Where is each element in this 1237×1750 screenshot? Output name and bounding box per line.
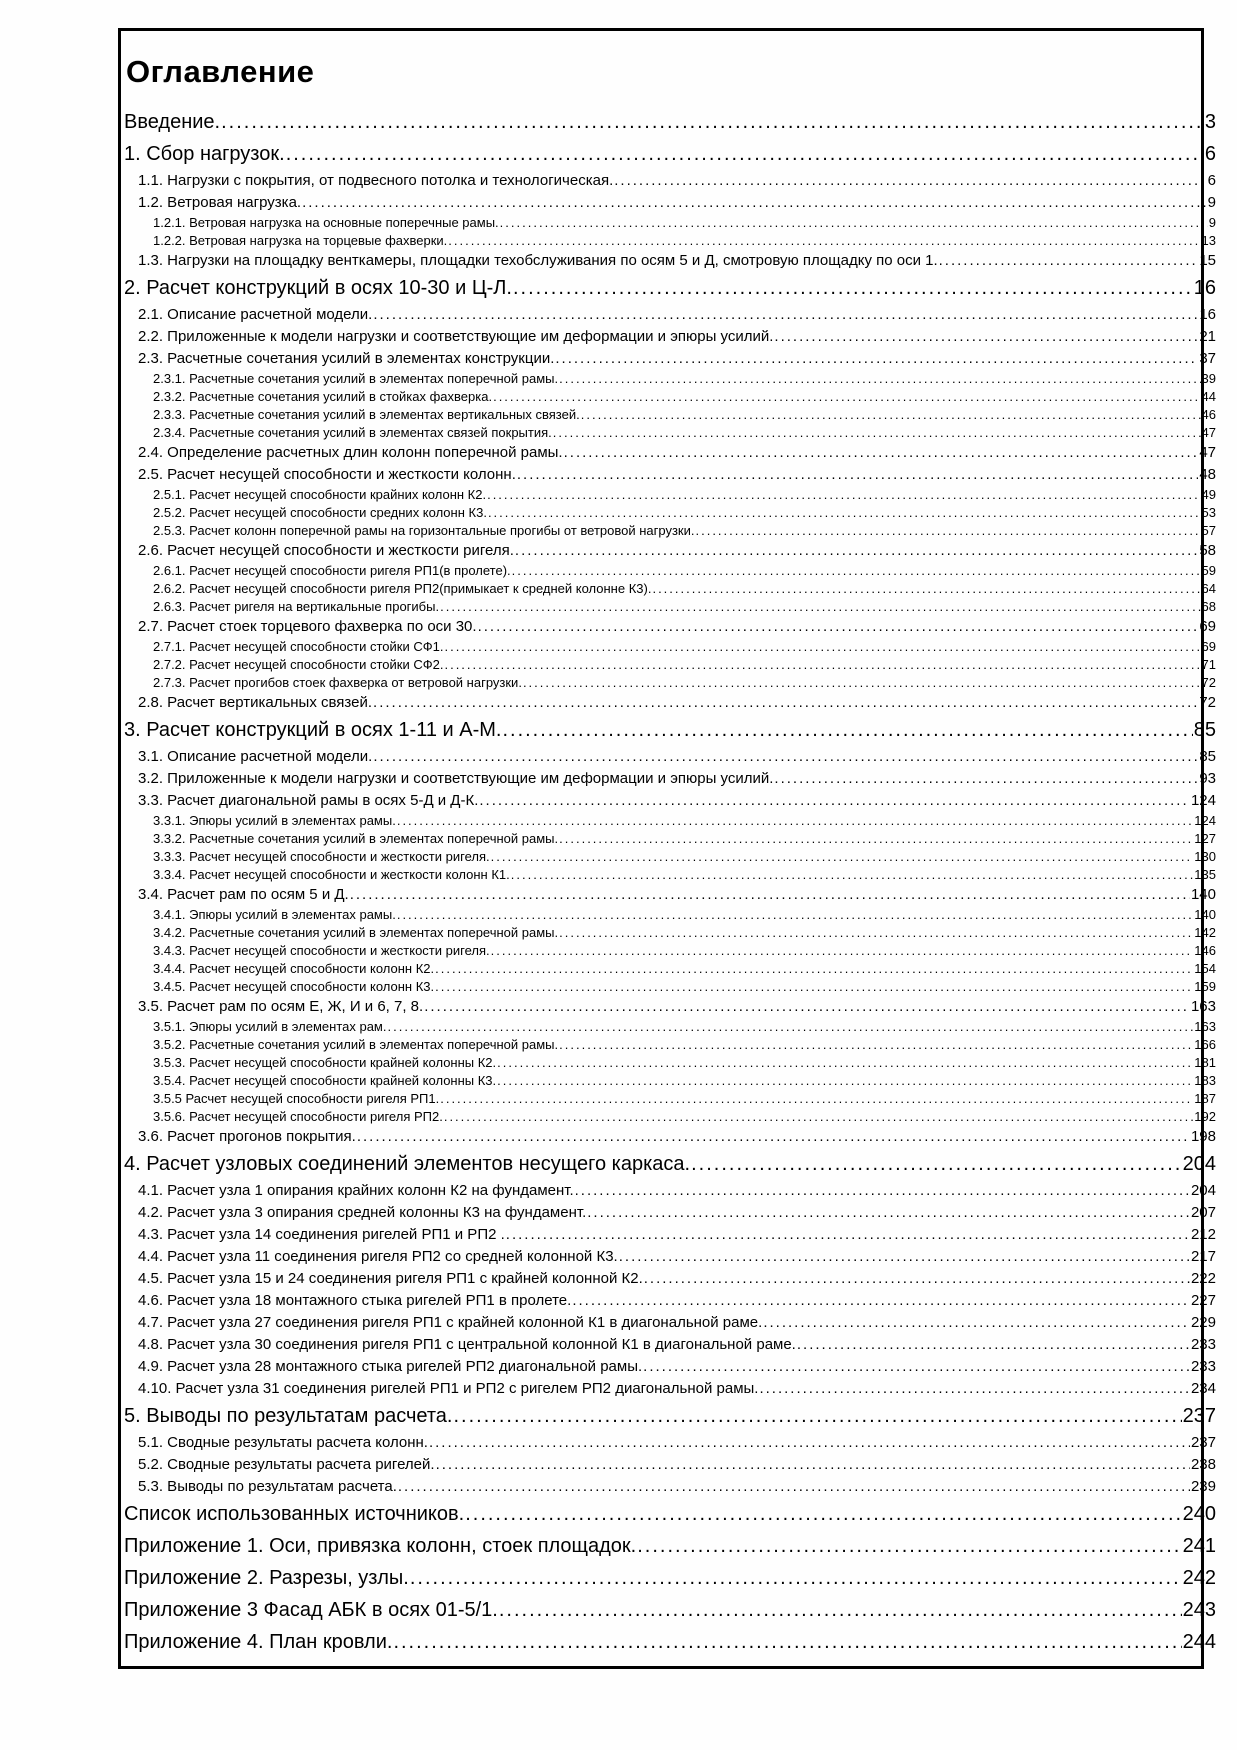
toc-dot-leader	[302, 192, 1207, 214]
toc-entry[interactable]	[124, 1290, 1216, 1312]
toc-dot-leader	[435, 960, 1193, 978]
toc-dot-leader	[797, 1334, 1190, 1356]
toc-entry[interactable]	[124, 1268, 1216, 1290]
toc-entry[interactable]	[124, 388, 1216, 406]
toc-page-number: 207	[1190, 1203, 1216, 1221]
toc-page-number: 233	[1190, 1335, 1216, 1353]
toc-entry-label: 3.2. Приложенные к модели нагрузки и соответствующие им деформации и эпюры усилий.	[138, 769, 774, 787]
toc-entry-label: 2.8. Расчет вертикальных связей.	[138, 693, 373, 711]
toc-entry-label: 1.2.2. Ветровая нагрузка на торцевые фахверки.	[153, 232, 448, 248]
toc-dot-leader	[774, 768, 1198, 790]
toc-page-number: 187	[1194, 1090, 1216, 1106]
toc-page-number: 64	[1201, 580, 1216, 596]
toc-dot-leader	[373, 746, 1198, 768]
toc-dot-leader	[444, 656, 1200, 674]
toc-dot-leader	[479, 790, 1190, 812]
toc-entry[interactable]	[124, 1562, 1216, 1594]
toc-entry[interactable]	[124, 1378, 1216, 1400]
toc-entry[interactable]	[124, 848, 1216, 866]
toc-dot-leader	[397, 812, 1193, 830]
toc-entry-label: 4.4. Расчет узла 11 соединения ригеля РП2 со средней колонной К3.	[138, 1247, 618, 1265]
toc-dot-leader	[465, 1498, 1181, 1530]
toc-page-number: 154	[1194, 960, 1216, 976]
toc-page-number: 21	[1199, 327, 1216, 345]
toc-entry[interactable]	[124, 232, 1216, 250]
toc-page-number: 227	[1190, 1291, 1216, 1309]
toc-page-number: 243	[1182, 1598, 1216, 1621]
toc-page-number: 69	[1199, 617, 1216, 635]
toc-page-number: 71	[1201, 656, 1216, 672]
toc-page-number: 68	[1201, 598, 1216, 614]
toc-page-number: 59	[1201, 562, 1216, 578]
toc-entry-label: 2.5. Расчет несущей способности и жесткости колонн.	[138, 465, 516, 483]
toc-dot-leader	[763, 1312, 1190, 1334]
toc-entry-label: 1.3. Нагрузки на площадку венткамеры, площадки техобслуживания по осям 5 и Д, смотровую площадку по оси 1.	[138, 251, 938, 269]
toc-entry-label: 3.5. Расчет рам по осям Е, Ж, И и 6, 7, 8.	[138, 997, 424, 1015]
toc-entry[interactable]	[124, 1594, 1216, 1626]
toc-page-number: 53	[1201, 504, 1216, 520]
toc-entry[interactable]	[124, 1072, 1216, 1090]
toc-dot-leader	[493, 388, 1200, 406]
toc-entry[interactable]	[124, 996, 1216, 1018]
toc-entry[interactable]	[124, 1246, 1216, 1268]
toc-entry[interactable]	[124, 214, 1216, 232]
toc-page-number: 233	[1190, 1357, 1216, 1375]
toc-dot-leader	[357, 1126, 1190, 1148]
toc-dot-leader	[523, 674, 1201, 692]
toc-entry[interactable]	[124, 348, 1216, 370]
toc-page-number: 49	[1201, 486, 1216, 502]
toc-page-number: 58	[1199, 541, 1216, 559]
toc-dot-leader	[448, 232, 1200, 250]
toc-entry[interactable]	[124, 598, 1216, 616]
toc-entry[interactable]	[124, 540, 1216, 562]
toc-dot-leader	[435, 978, 1193, 996]
toc-dot-leader	[478, 616, 1199, 638]
toc-page-number: 237	[1190, 1433, 1216, 1451]
toc-entry[interactable]	[124, 1180, 1216, 1202]
toc-page-number: 6	[1207, 171, 1216, 189]
toc-entry-label: 3.1. Описание расчетной модели.	[138, 747, 373, 765]
toc-page-number: 181	[1194, 1054, 1216, 1070]
toc-entry[interactable]	[124, 272, 1216, 304]
toc-entry-label: 4.7. Расчет узла 27 соединения ригеля РП1 с крайней колонной К1 в диагональной раме.	[138, 1313, 763, 1331]
toc-page-number: 192	[1194, 1108, 1216, 1124]
toc-dot-leader	[221, 106, 1204, 138]
toc-entry-label: 4.6. Расчет узла 18 монтажного стыка ригелей РП1 в пролете.	[138, 1291, 572, 1309]
toc-dot-leader	[564, 442, 1199, 464]
toc-dot-leader	[398, 1476, 1190, 1498]
toc-entry-label: 3.5.6. Расчет несущей способности ригеля РП2.	[153, 1108, 443, 1124]
toc-page-number: 72	[1201, 674, 1216, 690]
toc-entry-label: 2.3.1. Расчетные сочетания усилий в элементах поперечной рамы.	[153, 370, 559, 386]
toc-page-number: 69	[1201, 638, 1216, 654]
toc-dot-leader	[429, 1432, 1190, 1454]
toc-entry[interactable]	[124, 562, 1216, 580]
toc-entry-label: 5.2. Сводные результаты расчета ригелей.	[138, 1455, 435, 1473]
toc-page-number: 85	[1193, 718, 1216, 741]
toc-entry[interactable]	[124, 192, 1216, 214]
toc-dot-leader	[487, 486, 1200, 504]
toc-entry[interactable]	[124, 406, 1216, 424]
toc-dot-leader	[488, 504, 1201, 522]
toc-page-number: 229	[1190, 1313, 1216, 1331]
toc-dot-leader	[759, 1378, 1190, 1400]
toc-dot-leader	[643, 1356, 1190, 1378]
toc-entry-label: 3.3.2. Расчетные сочетания усилий в элементах поперечной рамы.	[153, 830, 559, 846]
toc-page-number: 241	[1182, 1534, 1216, 1557]
toc-entry-label: 3. Расчет конструкций в осях 1-11 и А-М.	[124, 718, 502, 741]
toc-dot-leader	[559, 830, 1193, 848]
toc-entry[interactable]	[124, 830, 1216, 848]
toc-entry[interactable]	[124, 1054, 1216, 1072]
toc-entry-label: 4.3. Расчет узла 14 соединения ригелей РП1 и РП2 .	[138, 1225, 505, 1243]
toc-page-number: 16	[1199, 305, 1216, 323]
toc-page-number: 37	[1199, 349, 1216, 367]
toc-entry-label: 4.5. Расчет узла 15 и 24 соединения ригеля РП1 с крайней колонной К2.	[138, 1269, 643, 1287]
toc-page-number: 140	[1194, 906, 1216, 922]
toc-entry[interactable]	[124, 170, 1216, 192]
toc-dot-leader	[555, 348, 1198, 370]
toc-dot-leader	[387, 1018, 1193, 1036]
toc-dot-leader	[499, 1594, 1182, 1626]
toc-dot-leader	[436, 1454, 1190, 1476]
toc-entry-label: Приложение 2. Разрезы, узлы.	[124, 1566, 409, 1589]
toc-entry-label: 4.2. Расчет узла 3 опирания средней колонны К3 на фундамент.	[138, 1203, 587, 1221]
toc-dot-leader	[454, 1400, 1182, 1432]
toc-entry-label: 2.3.3. Расчетные сочетания усилий в элементах вертикальных связей.	[153, 406, 580, 422]
toc-entry-label: 2.6.1. Расчет несущей способности ригеля РП1(в пролете).	[153, 562, 511, 578]
toc-page-number: 16	[1193, 276, 1216, 299]
toc-entry-label: 3.3.4. Расчет несущей способности и жесткости колонн К1.	[153, 866, 510, 882]
toc-page-number: 163	[1194, 1018, 1216, 1034]
toc-entry-label: 2.3.4. Расчетные сочетания усилий в элементах связей покрытия.	[153, 424, 552, 440]
toc-entry[interactable]	[124, 884, 1216, 906]
toc-dot-leader	[695, 522, 1200, 540]
toc-entry[interactable]	[124, 1202, 1216, 1224]
toc-page-number: 3	[1204, 110, 1216, 133]
toc-entry-label: 4.1. Расчет узла 1 опирания крайних колонн К2 на фундамент.	[138, 1181, 574, 1199]
toc-entry-label: 2. Расчет конструкций в осях 10-30 и Ц-Л.	[124, 276, 512, 299]
toc-entry-label: 2.7.1. Расчет несущей способности стойки СФ1.	[153, 638, 444, 654]
toc-page-number: 204	[1190, 1181, 1216, 1199]
toc-page-number: 217	[1190, 1247, 1216, 1265]
toc-entry-label: 4.9. Расчет узла 28 монтажного стыка ригелей РП2 диагональной рамы.	[138, 1357, 643, 1375]
toc-entry[interactable]	[124, 1036, 1216, 1054]
toc-page-number: 9	[1207, 193, 1216, 211]
toc-entry-label: 1.2. Ветровая нагрузка.	[138, 193, 302, 211]
toc-page-number: 72	[1199, 693, 1216, 711]
toc-entry[interactable]	[124, 768, 1216, 790]
toc-dot-leader	[774, 326, 1198, 348]
toc-page-number: 163	[1190, 997, 1216, 1015]
toc-entry-label: 4.10. Расчет узла 31 соединения ригелей РП1 и РП2 с ригелем РП2 диагональной рамы.	[138, 1379, 759, 1397]
toc-dot-leader	[939, 250, 1199, 272]
toc-entry-label: 1. Сбор нагрузок.	[124, 142, 285, 165]
toc-dot-leader	[500, 214, 1208, 232]
toc-entry-label: 3.4.2. Расчетные сочетания усилий в элементах поперечной рамы.	[153, 924, 559, 940]
toc-entry-label: 2.1. Описание расчетной модели.	[138, 305, 373, 323]
toc-entry-label: 5.3. Выводы по результатам расчета.	[138, 1477, 397, 1495]
toc-dot-leader	[572, 1290, 1190, 1312]
toc-page-number: 124	[1190, 791, 1216, 809]
toc-entry-label: 3.4.1. Эпюры усилий в элементах рамы.	[153, 906, 396, 922]
toc-entry[interactable]	[124, 1224, 1216, 1246]
toc-entry[interactable]	[124, 656, 1216, 674]
toc-dot-leader	[393, 1626, 1181, 1658]
toc-dot-leader	[515, 540, 1198, 562]
toc-dot-leader	[491, 942, 1194, 960]
toc-page-number: 204	[1182, 1152, 1216, 1175]
toc-entry-label: 4.8. Расчет узла 30 соединения ригеля РП1 с центральной колонной К1 в диагональной раме.	[138, 1335, 796, 1353]
toc-dot-leader	[444, 638, 1200, 656]
toc-entry[interactable]	[124, 866, 1216, 884]
toc-dot-leader	[559, 924, 1193, 942]
toc-page-number: 237	[1182, 1404, 1216, 1427]
toc-entry-label: Список использованных источников.	[124, 1502, 465, 1525]
toc-entry-label: 2.6. Расчет несущей способности и жесткости ригеля.	[138, 541, 514, 559]
toc-dot-leader	[637, 1530, 1181, 1562]
toc-page-number: 93	[1199, 769, 1216, 787]
toc-entry[interactable]	[124, 1148, 1216, 1180]
toc-entry-label: 2.3.2. Расчетные сочетания усилий в стойках фахверка.	[153, 388, 493, 404]
toc-entry[interactable]	[124, 1400, 1216, 1432]
toc-entry[interactable]	[124, 1626, 1216, 1658]
toc-dot-leader	[424, 996, 1190, 1018]
toc-entry[interactable]	[124, 978, 1216, 996]
toc-dot-leader	[497, 1072, 1193, 1090]
toc-page-number: 234	[1190, 1379, 1216, 1397]
toc-entry-label: 2.5.3. Расчет колонн поперечной рамы на горизонтальные прогибы от ветровой нагрузки.	[153, 522, 695, 538]
toc-entry-label: 2.7.2. Расчет несущей способности стойки СФ2.	[153, 656, 444, 672]
toc-entry[interactable]	[124, 580, 1216, 598]
toc-dot-leader	[491, 848, 1194, 866]
toc-entry[interactable]	[124, 1530, 1216, 1562]
toc-entry-label: 3.5.5 Расчет несущей способности ригеля РП1.	[153, 1090, 440, 1106]
toc-entry-label: 3.5.1. Эпюры усилий в элементах рам.	[153, 1018, 387, 1034]
toc-entry-label: 5.1. Сводные результаты расчета колонн.	[138, 1433, 428, 1451]
toc-list	[124, 106, 1216, 1658]
toc-page-number: 146	[1194, 942, 1216, 958]
toc-dot-leader	[440, 1090, 1193, 1108]
toc-entry[interactable]	[124, 138, 1216, 170]
toc-dot-leader	[652, 580, 1200, 598]
toc-page-number: 159	[1194, 978, 1216, 994]
toc-dot-leader	[581, 406, 1201, 424]
toc-entry[interactable]	[124, 924, 1216, 942]
toc-entry-label: 3.3.3. Расчет несущей способности и жесткости ригеля.	[153, 848, 490, 864]
toc-entry-label: Приложение 3 Фасад АБК в осях 01-5/1.	[124, 1598, 498, 1621]
toc-page-number: 46	[1201, 406, 1216, 422]
toc-entry-label: 3.4.5. Расчет несущей способности колонн К3.	[153, 978, 435, 994]
toc-dot-leader	[440, 598, 1200, 616]
toc-dot-leader	[559, 370, 1200, 388]
toc-dot-leader	[619, 1246, 1190, 1268]
toc-entry[interactable]	[124, 1432, 1216, 1454]
toc-entry-label: 2.7.3. Расчет прогибов стоек фахверка от ветровой нагрузки.	[153, 674, 522, 690]
toc-entry[interactable]	[124, 638, 1216, 656]
toc-page-number: 166	[1194, 1036, 1216, 1052]
toc-page-number: 44	[1201, 388, 1216, 404]
toc-entry[interactable]	[124, 370, 1216, 388]
toc-entry[interactable]	[124, 960, 1216, 978]
toc-dot-leader	[511, 866, 1194, 884]
toc-entry[interactable]	[124, 1454, 1216, 1476]
toc-page-number: 239	[1190, 1477, 1216, 1495]
toc-dot-leader	[513, 272, 1193, 304]
toc-dot-leader	[587, 1202, 1190, 1224]
toc-entry[interactable]	[124, 464, 1216, 486]
toc-entry[interactable]	[124, 1312, 1216, 1334]
toc-page-number: 47	[1201, 424, 1216, 440]
toc-entry[interactable]	[124, 486, 1216, 504]
toc-entry-label: 2.6.2. Расчет несущей способности ригеля РП2(примыкает к средней колонне К3).	[153, 580, 652, 596]
toc-entry-label: 3.4. Расчет рам по осям 5 и Д.	[138, 885, 349, 903]
toc-page-number: 127	[1194, 830, 1216, 846]
toc-page-number: 142	[1194, 924, 1216, 940]
toc-entry[interactable]	[124, 522, 1216, 540]
toc-entry-label: 3.4.4. Расчет несущей способности колонн К2.	[153, 960, 435, 976]
toc-dot-leader	[614, 170, 1206, 192]
toc-dot-leader	[691, 1148, 1182, 1180]
toc-page-number: 135	[1194, 866, 1216, 882]
toc-dot-leader	[373, 304, 1198, 326]
toc-entry-label: 2.3. Расчетные сочетания усилий в элементах конструкции.	[138, 349, 555, 367]
toc-page-number: 9	[1208, 214, 1216, 230]
toc-entry-label: 2.7. Расчет стоек торцевого фахверка по оси 30.	[138, 617, 477, 635]
toc-dot-leader	[497, 1054, 1193, 1072]
toc-entry-label: 3.5.3. Расчет несущей способности крайней колонны К2.	[153, 1054, 497, 1070]
toc-page-number: 212	[1190, 1225, 1216, 1243]
toc-entry-label: 5. Выводы по результатам расчета.	[124, 1404, 453, 1427]
toc-entry-label: 1.2.1. Ветровая нагрузка на основные поперечные рамы.	[153, 214, 499, 230]
toc-entry[interactable]	[124, 692, 1216, 714]
toc-entry[interactable]	[124, 906, 1216, 924]
toc-page-number: 6	[1204, 142, 1216, 165]
toc-entry[interactable]	[124, 304, 1216, 326]
toc-dot-leader	[410, 1562, 1182, 1594]
toc-entry[interactable]	[124, 504, 1216, 522]
toc-page-number: 85	[1199, 747, 1216, 765]
toc-dot-leader	[644, 1268, 1190, 1290]
toc-page-number: 48	[1199, 465, 1216, 483]
toc-dot-leader	[397, 906, 1193, 924]
toc-entry-label: 1.1. Нагрузки с покрытия, от подвесного потолка и технологическая.	[138, 171, 614, 189]
toc-entry-label: Введение.	[124, 110, 221, 133]
toc-entry-label: 3.3. Расчет диагональной рамы в осях 5-Д и Д-К.	[138, 791, 479, 809]
toc-entry[interactable]	[124, 1498, 1216, 1530]
toc-entry-label: 2.4. Определение расчетных длин колонн поперечной рамы.	[138, 443, 563, 461]
table-of-contents	[124, 54, 1216, 1658]
toc-dot-leader	[553, 424, 1201, 442]
toc-entry-label: 2.2. Приложенные к модели нагрузки и соответствующие им деформации и эпюры усилий.	[138, 327, 774, 345]
toc-entry-label: 4. Расчет узловых соединений элементов несущего каркаса.	[124, 1152, 691, 1175]
toc-page-number: 240	[1182, 1502, 1216, 1525]
toc-entry-label: 3.3.1. Эпюры усилий в элементах рамы.	[153, 812, 396, 828]
toc-entry-label: Приложение 1. Оси, привязка колонн, стоек площадок.	[124, 1534, 637, 1557]
toc-dot-leader	[512, 562, 1201, 580]
toc-entry[interactable]	[124, 790, 1216, 812]
toc-entry[interactable]	[124, 1108, 1216, 1126]
toc-entry-label: Приложение 4. План кровли.	[124, 1630, 393, 1653]
toc-page-number: 222	[1190, 1269, 1216, 1287]
toc-page-number: 13	[1201, 232, 1216, 248]
toc-dot-leader	[506, 1224, 1190, 1246]
toc-dot-leader	[444, 1108, 1193, 1126]
page-title: Оглавление	[126, 54, 315, 89]
toc-entry[interactable]	[124, 106, 1216, 138]
toc-entry-label: 3.5.2. Расчетные сочетания усилий в элементах поперечной рамы.	[153, 1036, 559, 1052]
toc-entry[interactable]	[124, 424, 1216, 442]
toc-dot-leader	[350, 884, 1190, 906]
toc-page-number: 198	[1190, 1127, 1216, 1145]
toc-dot-leader	[502, 714, 1192, 746]
toc-entry-label: 3.4.3. Расчет несущей способности и жесткости ригеля.	[153, 942, 490, 958]
toc-entry[interactable]	[124, 1476, 1216, 1498]
toc-page-number: 124	[1194, 812, 1216, 828]
toc-entry[interactable]	[124, 1356, 1216, 1378]
toc-page-number: 238	[1190, 1455, 1216, 1473]
toc-entry[interactable]	[124, 714, 1216, 746]
toc-page-number: 15	[1199, 251, 1216, 269]
toc-dot-leader	[575, 1180, 1190, 1202]
toc-entry[interactable]	[124, 326, 1216, 348]
toc-entry-label: 3.5.4. Расчет несущей способности крайней колонны К3.	[153, 1072, 497, 1088]
toc-entry[interactable]	[124, 1126, 1216, 1148]
toc-entry[interactable]	[124, 442, 1216, 464]
toc-page-number: 130	[1194, 848, 1216, 864]
toc-entry[interactable]	[124, 812, 1216, 830]
toc-entry[interactable]	[124, 942, 1216, 960]
toc-entry[interactable]	[124, 674, 1216, 692]
toc-entry[interactable]	[124, 746, 1216, 768]
toc-entry-label: 2.5.2. Расчет несущей способности средних колонн К3.	[153, 504, 487, 520]
toc-page-number: 183	[1194, 1072, 1216, 1088]
toc-entry[interactable]	[124, 1334, 1216, 1356]
toc-page-number: 242	[1182, 1566, 1216, 1589]
toc-dot-leader	[286, 138, 1204, 170]
toc-page-number: 39	[1201, 370, 1216, 386]
toc-dot-leader	[373, 692, 1198, 714]
toc-entry[interactable]	[124, 250, 1216, 272]
toc-page-number: 244	[1182, 1630, 1216, 1653]
toc-entry-label: 3.6. Расчет прогонов покрытия.	[138, 1127, 356, 1145]
toc-dot-leader	[517, 464, 1198, 486]
toc-entry[interactable]	[124, 1018, 1216, 1036]
toc-entry[interactable]	[124, 616, 1216, 638]
toc-dot-leader	[559, 1036, 1193, 1054]
toc-page-number: 57	[1201, 522, 1216, 538]
toc-entry-label: 2.5.1. Расчет несущей способности крайних колонн К2.	[153, 486, 487, 502]
toc-entry-label: 2.6.3. Расчет ригеля на вертикальные прогибы.	[153, 598, 440, 614]
toc-entry[interactable]	[124, 1090, 1216, 1108]
toc-page-number: 140	[1190, 885, 1216, 903]
toc-page-number: 47	[1199, 443, 1216, 461]
